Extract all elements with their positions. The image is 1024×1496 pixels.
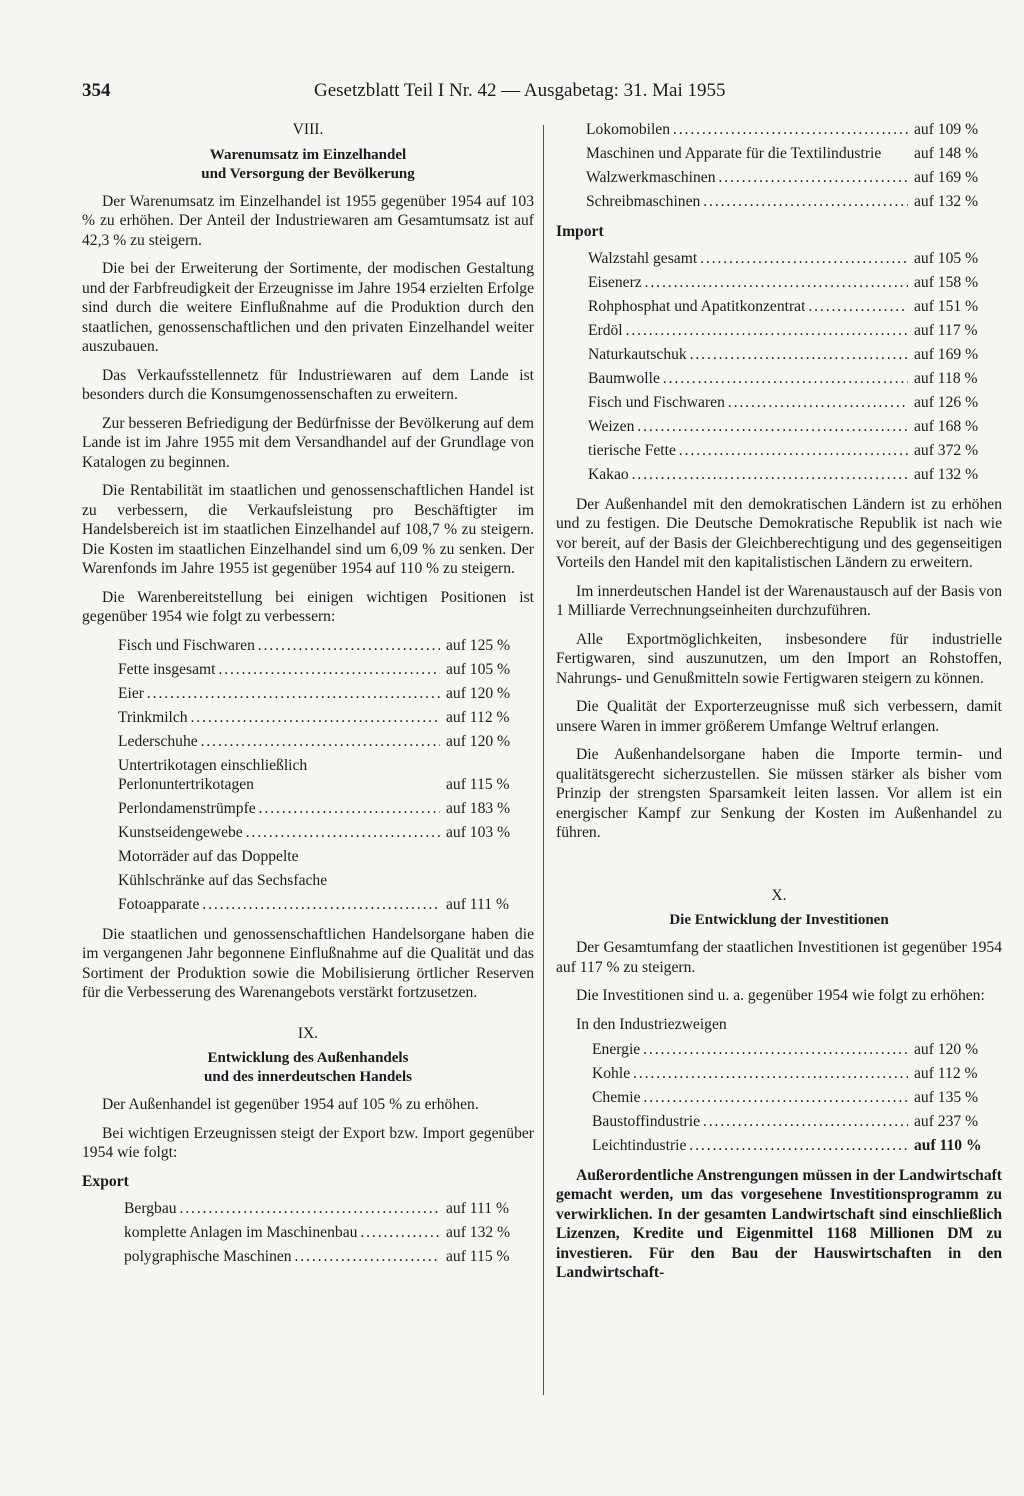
item-name: Kühlschränke auf das Sechsfache <box>118 872 328 889</box>
paragraph: Bei wichtigen Erzeugnissen steigt der Export bzw. Import gegenüber 1954 wie folgt: <box>82 1124 534 1161</box>
item-name: Fette insgesamt . . . <box>118 660 440 680</box>
item-name: Kunstseidengewebe . . . <box>118 823 440 843</box>
list-item <box>118 823 534 843</box>
list-item <box>118 636 534 656</box>
paragraph: Im innerdeutschen Handel ist der Warenaustausch auf der Basis von 1 Milliarde Verrechnungseinheiten durchzuführen. <box>556 582 1002 619</box>
item-name: tierische Fette . . . <box>588 441 908 461</box>
item-name: Fotoapparate . . . <box>118 895 440 915</box>
item-value: auf 112 % <box>914 1065 978 1082</box>
paragraph: Der Außenhandel mit den demokratischen Ländern ist zu erhöhen und zu festigen. Die Deutsche Demokratische Republik ist nach wie vor bereit, auf der Basis der Gleichberechtigung und des gegenseitigen Vorteils den Handel mit den kapitalistischen Ländern zu erweitern. <box>556 495 1002 571</box>
item-value: auf 151 % <box>914 298 979 315</box>
item-value: auf 183 % <box>446 800 511 817</box>
paragraph: Die Warenbereitstellung bei einigen wichtigen Positionen ist gegenüber 1954 wie folgt zu verbessern: <box>82 588 534 625</box>
item-name: Baustoffindustrie . . . <box>592 1112 908 1132</box>
item-name: Schreibmaschinen . . . <box>586 192 908 212</box>
item-name: Walzstahl gesamt . . . <box>588 249 908 269</box>
list-item <box>588 297 1002 317</box>
section-title-line: und des innerdeutschen Handels <box>204 1069 412 1085</box>
list-item <box>588 393 1002 413</box>
item-value: auf 112 % <box>446 708 510 726</box>
list-item <box>118 871 534 891</box>
item-name: Eier . . . <box>118 684 440 704</box>
list-item <box>118 660 534 680</box>
list-item <box>118 732 534 752</box>
item-value: auf 109 % <box>914 121 979 138</box>
item-name: Motorräder auf das Doppelte <box>118 848 299 865</box>
item-value: auf 120 % <box>446 732 511 750</box>
item-value: auf 132 % <box>914 466 979 483</box>
item-name: Perlondamenstrümpfe . . . <box>118 799 440 819</box>
paragraph: Das Verkaufsstellennetz für Industriewaren auf dem Lande ist besonders durch die Konsumgenossenschaften zu erweitern. <box>82 366 534 403</box>
paragraph: Zur besseren Befriedigung der Bedürfnisse der Bevölkerung auf dem Lande ist im Jahre 1955 mit dem Versandhandel auf der Grundlage von Katalogen zu beginnen. <box>82 414 534 471</box>
item-name: Trinkmilch . . . <box>118 708 440 728</box>
item-name: Kohle . . . <box>592 1064 908 1084</box>
list-item <box>588 321 1002 341</box>
list-item <box>592 1064 1002 1084</box>
item-name: polygraphische Maschinen . . . <box>124 1247 440 1267</box>
item-value: auf 115 % <box>446 1248 510 1265</box>
export-list-continued <box>556 120 1002 212</box>
item-value: auf 132 % <box>446 1224 511 1241</box>
item-value: auf 111 % <box>446 1200 509 1217</box>
item-name: Leichtindustrie . . . <box>592 1136 908 1156</box>
subheading: In den Industriezweigen <box>576 1015 727 1033</box>
list-item <box>118 895 534 915</box>
item-value: auf 148 % <box>914 145 979 162</box>
item-name: Lokomobilen . . . <box>586 120 908 140</box>
item-name: Maschinen und Apparate für die Textilindustrie <box>586 145 882 162</box>
list-item <box>118 708 534 728</box>
column-divider <box>543 125 544 1395</box>
paragraph: Die Außenhandelsorgane haben die Importe termin- und qualitätsgerecht sicherzustellen. Sie müssen stärker als bisher vom Prinzip der strengsten Sparsamkeit leiten lassen. Vor allem ist ein energischer Kampf zur Senkung der Kosten im Außenhandel zu führen. <box>556 746 1002 841</box>
running-title: Gesetzblatt Teil I Nr. 42 — Ausgabetag: 31. Mai 1955 <box>314 80 726 101</box>
item-value: auf 372 % <box>914 442 979 459</box>
paragraph: Der Gesamtumfang der staatlichen Investitionen ist gegenüber 1954 auf 117 % zu steigern. <box>556 939 1002 976</box>
list-item <box>118 756 534 795</box>
list-item <box>586 192 1002 212</box>
item-name: Kakao . . . <box>588 465 908 485</box>
paragraph: Außerordentliche Anstrengungen müssen in der Landwirtschaft gemacht werden, um das vorgesehene Investitionsprogramm zu verwirklichen. In der gesamten Landwirtschaft sind einschließlich Lizenzen, Kredite und Eigenmittel 1168 Millionen DM zu investieren. Für den Bau der Hauswirtschaften in den Landwirtschaft- <box>556 1166 1002 1281</box>
list-item <box>588 345 1002 365</box>
item-value: auf 120 % <box>914 1041 979 1058</box>
section-number: IX. <box>297 1024 319 1042</box>
item-name: Fisch und Fischwaren . . . <box>588 393 908 413</box>
list-item <box>124 1223 534 1243</box>
goods-list <box>82 636 534 915</box>
item-value: auf 105 % <box>446 660 511 678</box>
item-value: auf 158 % <box>914 274 979 291</box>
paragraph: Die Rentabilität im staatlichen und genossenschaftlichen Handel ist zu verbessern, die Verkaufsleistung pro Beschäftigter im Handelsbereich ist im staatlichen Einzelhandel auf 108,7 % zu steigern. Die Kosten im staatlichen Einzelhandel sind um 6,09 % zu senken. Der Warenfonds im Jahre 1955 ist gegenüber 1954 auf 110 % zu steigern. <box>82 482 534 577</box>
paragraph: Die Qualität der Exporterzeugnisse muß sich verbessern, damit unsere Waren in immer größerem Umfange Weltruf erlangen. <box>556 698 1002 735</box>
item-value: auf 105 % <box>914 250 979 267</box>
list-item <box>124 1247 534 1267</box>
list-item <box>592 1040 1002 1060</box>
list-item <box>592 1136 1002 1156</box>
section-title <box>82 146 534 184</box>
item-value: auf 110 % <box>914 1137 982 1154</box>
section-number: X. <box>771 886 787 904</box>
item-name: Bergbau . . . <box>124 1199 440 1219</box>
left-column <box>82 120 534 1277</box>
list-item <box>118 684 534 704</box>
item-value: auf 135 % <box>914 1089 979 1106</box>
item-value: auf 111 % <box>446 896 509 913</box>
investment-list <box>556 1040 1002 1156</box>
import-label: Import <box>556 222 604 240</box>
item-name: Walzwerkmaschinen . . . <box>586 168 908 188</box>
import-list <box>556 249 1002 485</box>
item-name: Lederschuhe . . . <box>118 732 440 752</box>
section-title-line: Entwicklung des Außenhandels <box>207 1050 409 1066</box>
paragraph: Die Investitionen sind u. a. gegenüber 1954 wie folgt zu erhöhen: <box>576 987 985 1004</box>
item-name: komplette Anlagen im Maschinenbau . . . <box>124 1223 440 1243</box>
item-name: Fisch und Fischwaren . . . <box>118 636 440 656</box>
list-item <box>588 465 1002 485</box>
export-label: Export <box>82 1172 129 1190</box>
item-value: auf 132 % <box>914 193 979 210</box>
item-name: Eisenerz . . . <box>588 273 908 293</box>
list-item <box>588 249 1002 269</box>
item-name: Naturkautschuk . . . <box>588 345 908 365</box>
list-item <box>118 799 534 819</box>
item-value: auf 115 % <box>446 776 510 793</box>
page-header <box>82 80 782 106</box>
section-title-line: Warenumsatz im Einzelhandel <box>209 146 407 163</box>
export-list <box>82 1199 534 1267</box>
item-name: Rohphosphat und Apatitkonzentrat . . . <box>588 297 908 317</box>
item-value: auf 169 % <box>914 169 979 186</box>
list-item <box>124 1199 534 1219</box>
item-name: Weizen . . . <box>588 417 908 437</box>
section-number: VIII. <box>292 121 324 138</box>
list-item <box>588 273 1002 293</box>
section-title-line: und Versorgung der Bevölkerung <box>201 165 415 182</box>
item-name: Baumwolle . . . <box>588 369 908 389</box>
list-item <box>586 120 1002 140</box>
item-value: auf 126 % <box>914 394 979 411</box>
list-item <box>588 369 1002 389</box>
item-name: Untertrikotagen einschließlich Perlonuntertrikotagen <box>118 756 308 793</box>
item-value: auf 103 % <box>446 824 511 841</box>
list-item <box>586 168 1002 188</box>
paragraph: Der Außenhandel ist gegenüber 1954 auf 105 % zu erhöhen. <box>102 1096 479 1113</box>
list-item <box>592 1088 1002 1108</box>
paragraph: Die staatlichen und genossenschaftlichen Handelsorgane haben die im vergangenen Jahr begonnene Einflußnahme auf die Qualität und das Sortiment der Produktion sowie die Mobilisierung örtlicher Reserven für die Verbesserung des Warenangebots verstärkt fortzusetzen. <box>82 925 534 1001</box>
item-value: auf 168 % <box>914 418 979 435</box>
section-title: Die Entwicklung der Investitionen <box>669 912 889 928</box>
right-column <box>556 120 1002 1292</box>
item-value: auf 125 % <box>446 636 511 654</box>
paragraph: Der Warenumsatz im Einzelhandel ist 1955 gegenüber 1954 auf 103 % zu erhöhen. Der Anteil der Industriewaren am Gesamtumsatz ist auf 42,3 % zu steigern. <box>82 192 534 249</box>
list-item <box>588 417 1002 437</box>
item-name: Erdöl . . . <box>588 321 908 341</box>
list-item <box>588 441 1002 461</box>
list-item <box>118 847 534 867</box>
list-item <box>592 1112 1002 1132</box>
item-value: auf 237 % <box>914 1113 979 1130</box>
list-item <box>586 144 1002 164</box>
item-value: auf 117 % <box>914 322 978 339</box>
section-title <box>82 1049 534 1087</box>
item-name: Energie . . . <box>592 1040 908 1060</box>
page-number: 354 <box>82 80 111 101</box>
item-name: Chemie . . . <box>592 1088 908 1108</box>
paragraph: Alle Exportmöglichkeiten, insbesondere für industrielle Fertigwaren, sind auszunutzen, um den Import an Rohstoffen, Nahrungs- und Genußmitteln sowie Fertigwaren steigern zu können. <box>556 630 1002 687</box>
paragraph: Die bei der Erweiterung der Sortimente, der modischen Gestaltung und der Farbfreudigkeit der Erzeugnisse im Jahre 1954 erzielten Erfolge sind durch die weitere Einflußnahme auf die Produktion durch den staatlichen, genossenschaftlichen und den privaten Einzelhandel weiter auszubauen. <box>82 260 534 355</box>
item-value: auf 118 % <box>914 370 978 387</box>
item-value: auf 169 % <box>914 346 979 363</box>
item-value: auf 120 % <box>446 684 511 702</box>
